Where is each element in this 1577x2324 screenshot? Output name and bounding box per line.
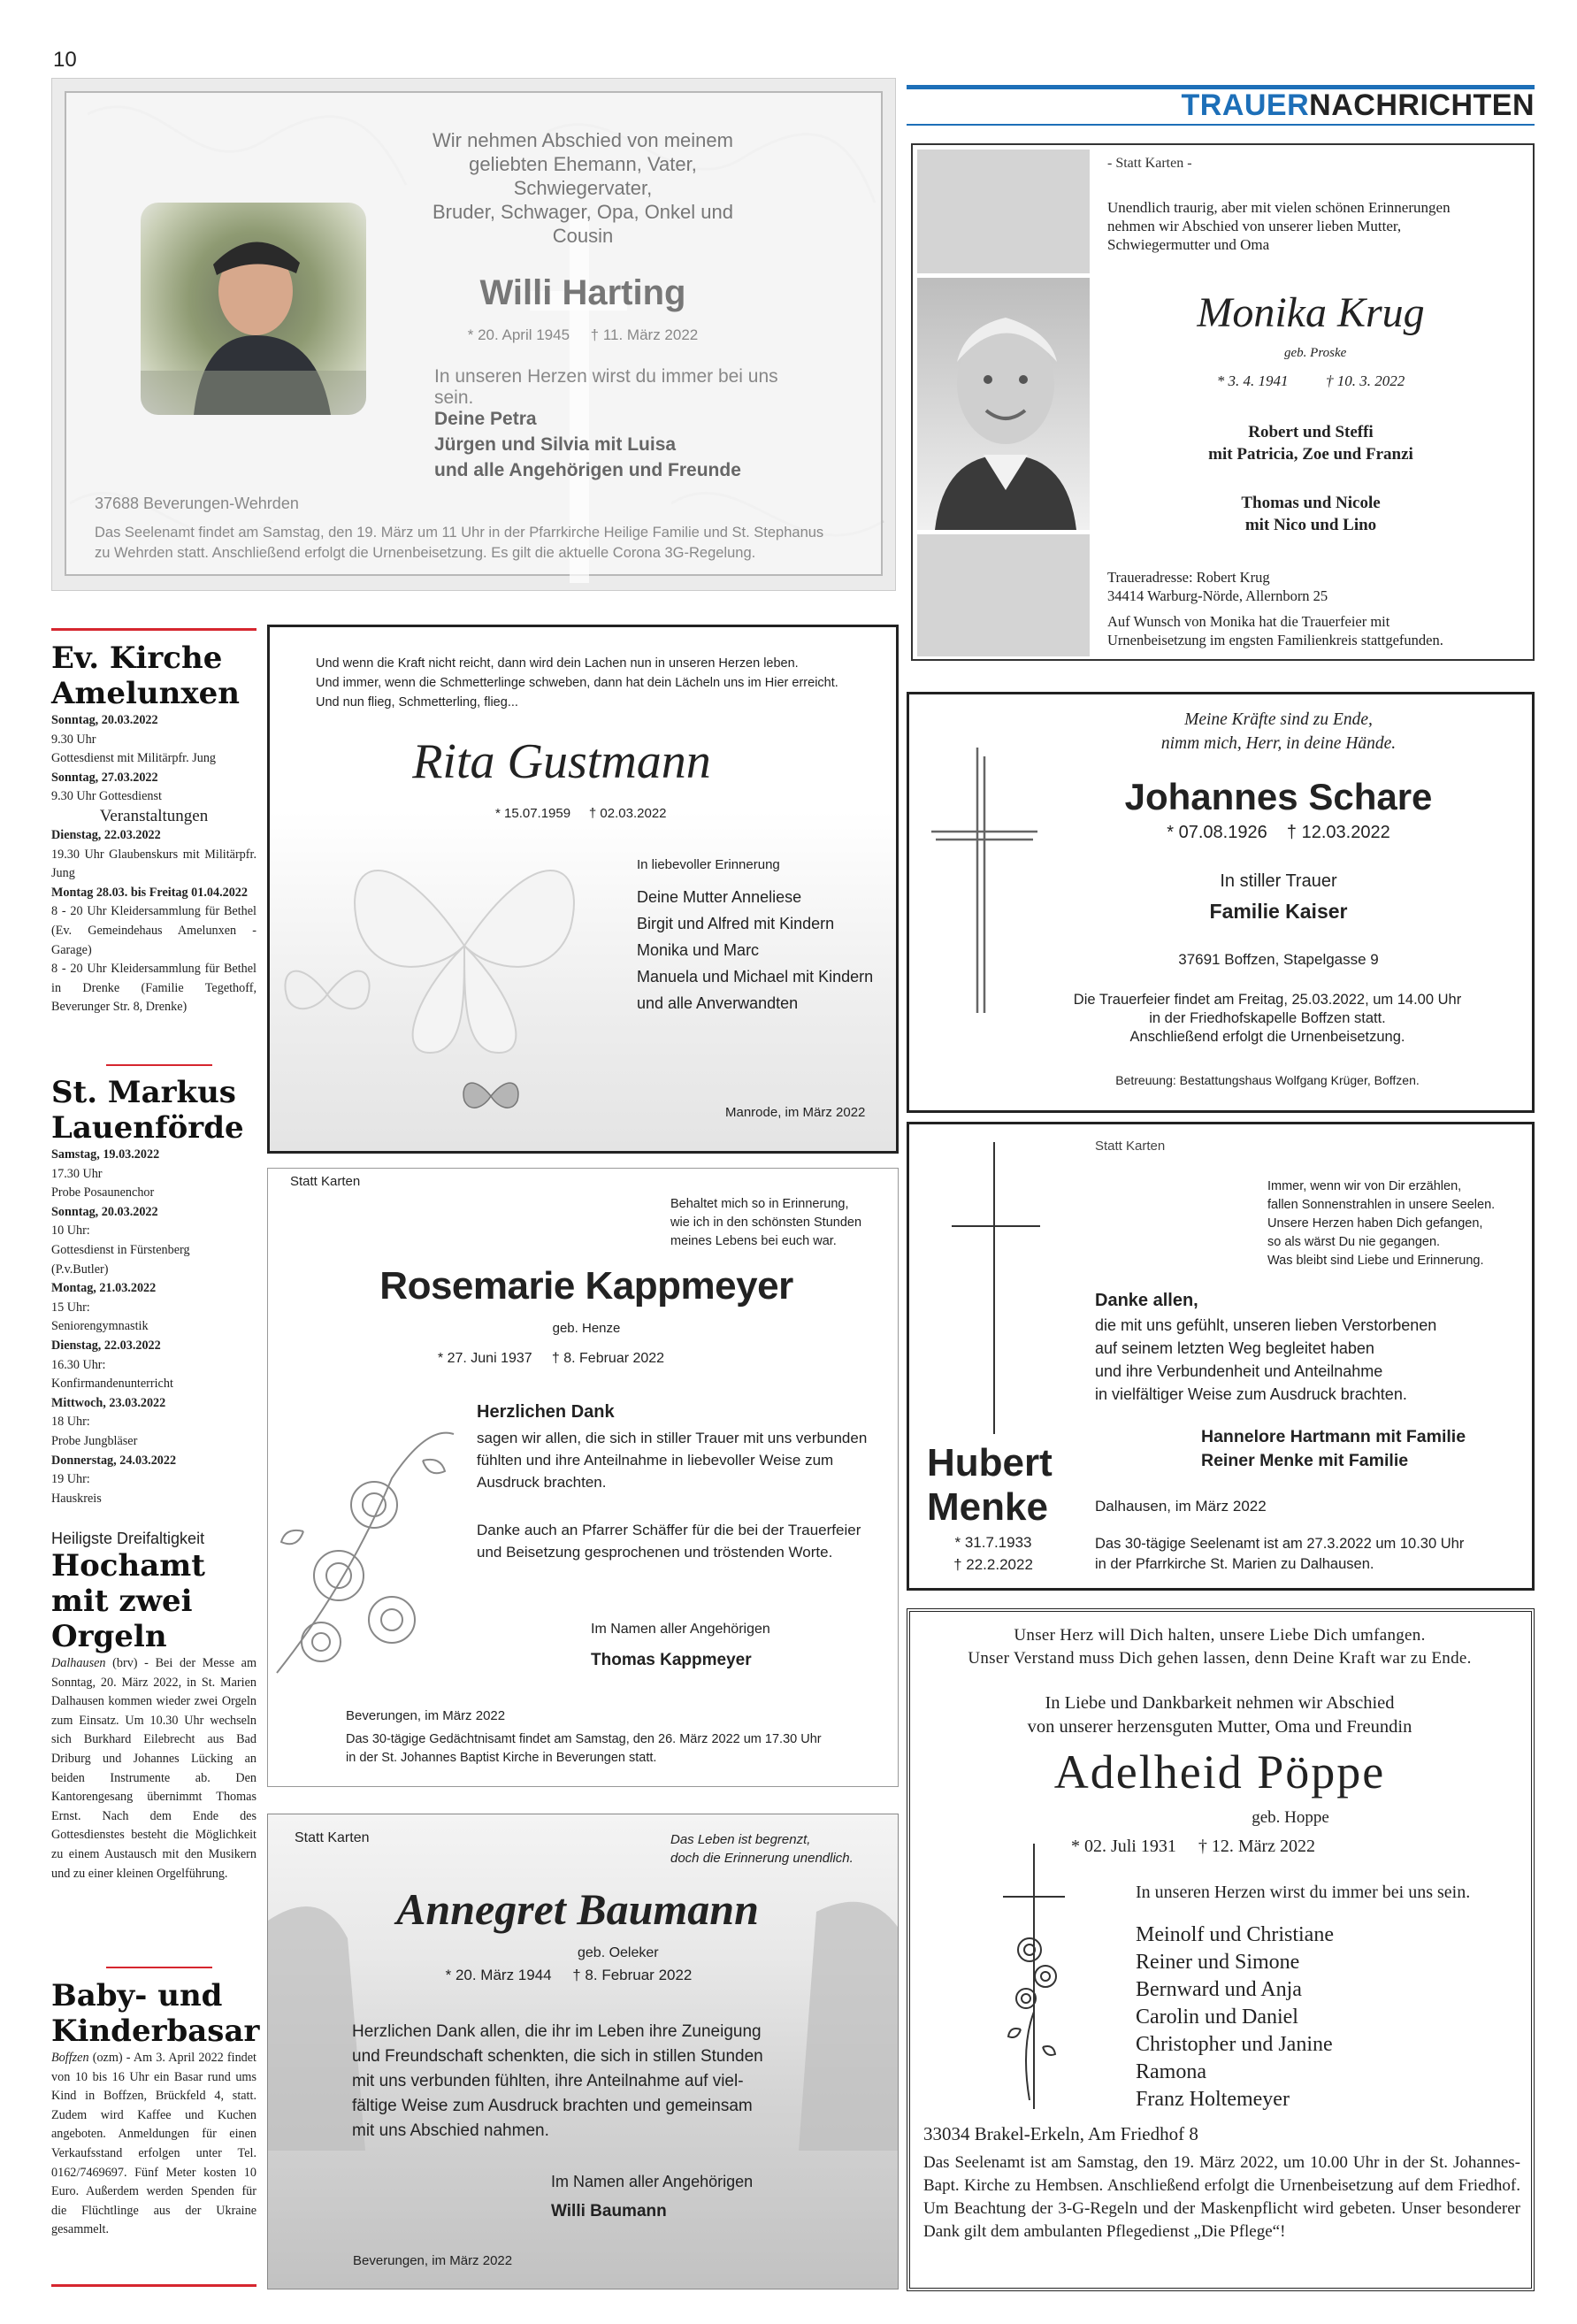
thanks-line: die mit uns gefühlt, unseren lieben Verstorbenen [1095, 1316, 1437, 1334]
notice-line: Das Seelenamt findet am Samstag, den 19. März um 11 Uhr in der Pfarrkirche Heilige Familie und St. Stephanus [95, 525, 824, 541]
portrait-photo [141, 203, 366, 415]
death-date: † 22.2.2022 [953, 1556, 1033, 1573]
obituary-menke [907, 1122, 1535, 1591]
red-rule [51, 628, 256, 631]
schedule-line: 18 Uhr: [51, 1415, 90, 1430]
intro-line: Wir nehmen Abschied von meinem [433, 129, 733, 151]
intro-line: von unserer herzensguten Mutter, Oma und Freundin [1027, 1717, 1412, 1737]
thanks-line: und Beisetzung gesprochenen und tröstenden Worte. [477, 1544, 833, 1561]
subheading: Veranstaltungen [99, 806, 209, 825]
deceased-last-name: Menke [927, 1485, 1048, 1529]
schedule-line: Probe Posaunenchor [51, 1185, 155, 1200]
place-date: Beverungen, im März 2022 [346, 1708, 506, 1723]
lead-word: Dalhausen [51, 1656, 106, 1670]
article-title: Baby- und Kinderbasar [51, 1978, 260, 2049]
deceased-name: Monika Krug [1197, 289, 1425, 336]
statt-karten: - Statt Karten - [1107, 156, 1192, 171]
family-line: Birgit und Alfred mit Kindern [637, 915, 835, 932]
thanks-line: Danke auch an Pfarrer Schäffer für die bei der Trauerfeier [477, 1522, 861, 1538]
thanks-line: fältige Weise zum Ausdruck brachten und gemeinsam [352, 2097, 753, 2115]
cross-icon [931, 748, 1037, 1013]
deceased-name: Adelheid Pöppe [1053, 1745, 1386, 1799]
red-rule [51, 2284, 256, 2287]
motto-line: nimm mich, Herr, in deine Hände. [1160, 734, 1397, 753]
schedule-date: Mittwoch, 23.03.2022 [51, 1395, 166, 1410]
schedule-line: 8 - 20 Uhr Kleidersammlung für Bethel in Drenke (Familie Tegethoff, Beverunger Str. 8, Drenke) [51, 962, 256, 1015]
life-dates: * 02. Juli 1931 † 12. März 2022 [1070, 1837, 1316, 1856]
life-dates: * 20. März 1944 † 8. Februar 2022 [445, 1967, 693, 1983]
red-rule [106, 1967, 212, 1968]
article-body: (brv) - Bei der Messe am Sonntag, 20. März 2022, in St. Marien Dalhausen kommen wieder zwei Orgeln zum Einsatz. Um 10.30 Uhr wechseln sich Burkhard Eilebrecht aus Bad Driburg und Johannes Lücking an beiden Instrumente ab. Den Kantorengesang übernimmt Thomas Ernst. Nach dem Ende des Gottesdienstes besteht die Möglichkeit zu einem Austausch mit den Musikern und zu einer kleinen Orgelführung. [51, 1656, 256, 1881]
thanks-line: fühlten und ihre Anteilnahme in liebevoller Weise zum [477, 1452, 834, 1469]
family-line: mit Nico und Lino [1244, 516, 1377, 534]
deceased-first-name: Hubert [927, 1441, 1053, 1484]
obituary-gustmann [267, 625, 899, 1154]
address-line: Traueradresse: Robert Krug [1107, 569, 1270, 586]
statt-karten: Statt Karten [1095, 1139, 1166, 1154]
page-number: 10 [53, 48, 77, 72]
notice: Das Seelenamt ist am Samstag, den 19. März 2022, um 10.00 Uhr in der St. Johannes-Bapt. Kirche zu Hembsen. Anschließend erfolgt die Urnenbeisetzung auf dem Friedhof. Um Beachtung der 3-G-Regeln und der Maskenpflicht wird gebeten. Unser besonderer Dank gilt dem ambulanten Pflegedienst „Die Pflege“! [923, 2153, 1520, 2241]
poem-line: so als wärst Du nie gegangen. [1267, 1235, 1441, 1249]
birth-date: * 31.7.1933 [954, 1534, 1032, 1551]
obituary-poeppe [907, 1608, 1535, 2291]
family-line: Carolin und Daniel [1136, 2006, 1298, 2029]
motto-line: Unser Herz will Dich halten, unsere Liebe Dich umfangen. [1014, 1626, 1426, 1645]
deceased-name: Willi Harting [479, 273, 686, 312]
family-line: Deine Mutter Anneliese [637, 888, 802, 906]
thanks-line: auf seinem letzten Weg begleitet haben [1095, 1339, 1374, 1357]
thanks-heading: Danke allen, [1095, 1291, 1198, 1310]
life-dates: * 3. 4. 1941 † 10. 3. 2022 [1216, 372, 1405, 389]
schedule-line: 15 Uhr: [51, 1300, 90, 1315]
butterfly-icon [279, 946, 376, 1043]
subheading: In stiller Trauer [1220, 871, 1337, 891]
notice-line: in der Pfarrkirche St. Marien zu Dalhausen. [1095, 1556, 1374, 1572]
schedule-date: Sonntag, 20.03.2022 [51, 713, 158, 727]
schedule-date: Sonntag, 20.03.2022 [51, 1204, 158, 1219]
deceased-name: Rosemarie Kappmeyer [379, 1264, 793, 1308]
schedule-line: Konfirmandenunterricht [51, 1377, 173, 1392]
obituary-baumann [267, 1814, 899, 2289]
thanks-line: und Freundschaft schenkten, die sich in stillen Stunden [352, 2047, 763, 2066]
section-header [907, 88, 1535, 124]
thanks-line: Ausdruck brachten. [477, 1474, 607, 1491]
thanks-heading: Herzlichen Dank [477, 1402, 615, 1422]
schedule-line: 9.30 Uhr Gottesdienst [51, 789, 162, 804]
thanks-line: sagen wir allen, die sich in stiller Trauer mit uns verbunden [477, 1430, 868, 1446]
family-line: Christopher und Janine [1136, 2033, 1333, 2056]
schedule-line: Probe Jungbläser [51, 1433, 138, 1448]
birth-name: geb. Henze [552, 1321, 621, 1336]
header-part2: NACHRICHTEN [1309, 88, 1535, 122]
header-rule [907, 124, 1535, 126]
subheading: In liebevoller Erinnerung [637, 857, 780, 872]
notice-line: Die Trauerfeier findet am Freitag, 25.03.2022, um 14.00 Uhr [1073, 992, 1462, 1008]
family-line: mit Patricia, Zoe und Franzi [1208, 445, 1413, 464]
family-line: und alle Anverwandten [637, 994, 799, 1012]
lead-word: Boffzen [51, 2051, 89, 2065]
notice-line: Das 30-tägige Seelenamt ist am 27.3.2022 um 10.30 Uhr [1095, 1536, 1465, 1552]
intro-line: Schwiegermutter und Oma [1107, 236, 1270, 253]
intro-line: In Liebe und Dankbarkeit nehmen wir Abschied [1045, 1693, 1395, 1713]
obituary-krug [911, 143, 1535, 661]
motto-line: Unser Verstand muss Dich gehen lassen, denn Deine Kraft war zu Ende. [968, 1649, 1472, 1668]
schedule-date: Sonntag, 27.03.2022 [51, 770, 158, 785]
kicker: Heiligste Dreifaltigkeit [51, 1530, 205, 1547]
address: 37688 Beverungen-Wehrden [95, 495, 299, 512]
schedule-line: Hauskreis [51, 1491, 102, 1506]
poem-line: Was bleibt sind Liebe und Erinnerung. [1267, 1254, 1484, 1268]
schedule-date: Montag 28.03. bis Freitag 01.04.2022 [51, 885, 248, 900]
poem-line: Unsere Herzen haben Dich gefangen, [1267, 1216, 1483, 1231]
motto: In unseren Herzen wirst du immer bei uns sein. [1136, 1883, 1471, 1902]
thanks-line: mit uns Abschied nahmen. [352, 2121, 549, 2140]
family-line: Bernward und Anja [1136, 1978, 1302, 2001]
family-line: Manuela und Michael mit Kindern [637, 968, 874, 986]
intro-line: geliebten Ehemann, Vater, Schwiegervater, [469, 153, 697, 199]
notice-line: Anschließend erfolgt die Urnenbeisetzung. [1129, 1029, 1405, 1045]
family-line: Monika und Marc [637, 941, 760, 959]
schedule-date: Dienstag, 22.03.2022 [51, 827, 161, 842]
article-hochamt [51, 1529, 256, 1883]
deceased-name: Annegret Baumann [396, 1884, 759, 1934]
schedule-line: 19.30 Uhr Glaubenskurs mit Militärpfr. Jung [51, 847, 256, 881]
poem-line: Immer, wenn wir von Dir erzählen, [1267, 1179, 1462, 1193]
family-line: Franz Holtemeyer [1136, 2088, 1290, 2111]
schedule-line: Gottesdienst in Fürstenberg [51, 1242, 190, 1257]
poem-line: wie ich in den schönsten Stunden [670, 1216, 862, 1230]
schedule-line: 8 - 20 Uhr Kleidersammlung für Bethel (Ev. Gemeindehaus Amelunxen - Garage) [51, 904, 256, 957]
schedule-list [51, 1146, 256, 1508]
red-rule [106, 1064, 212, 1066]
obituary-harting [51, 78, 896, 591]
family: Familie Kaiser [1209, 900, 1348, 923]
address: 33034 Brakel-Erkeln, Am Friedhof 8 [923, 2123, 1198, 2144]
intro-line: Unendlich traurig, aber mit vielen schönen Erinnerungen [1107, 199, 1451, 216]
poem-line: Und wenn die Kraft nicht reicht, dann wird dein Lachen nun in unseren Herzen leben. [316, 656, 799, 671]
poem-line: Behaltet mich so in Erinnerung, [670, 1197, 849, 1211]
birth-name: geb. Oeleker [578, 1945, 659, 1960]
schedule-line: 19 Uhr: [51, 1472, 90, 1487]
article-title: St. Markus Lauenförde [51, 1075, 244, 1146]
family-line: Ramona [1136, 2060, 1206, 2083]
article-title: Hochamt mit zwei Orgeln [51, 1548, 205, 1654]
schedule-line: 9.30 Uhr [51, 732, 96, 747]
article-body: (ozm) - Am 3. April 2022 findet von 10 bis 16 Uhr ein Basar rund ums Kind in Boffzen, Brückfeld 4, statt. Zudem wird Kaffee und Kuchen angeboten. Anmeldungen für einen Verkaufsstand erfolgen unter Tel. 0162/7469697. Fünf Meter kosten 10 Euro. Außerdem werden Spenden für die Flüchtlinge aus der Ukraine gesammelt. [51, 2051, 256, 2237]
place-date: Dalhausen, im März 2022 [1095, 1498, 1267, 1515]
address: 37691 Boffzen, Stapelgasse 9 [1178, 951, 1379, 968]
notice-line: in der St. Johannes Baptist Kirche in Beverungen statt. [346, 1751, 657, 1765]
statt-karten: Statt Karten [295, 1830, 370, 1845]
birth-name: geb. Proske [1284, 346, 1347, 360]
family-line: Thomas und Nicole [1241, 494, 1381, 512]
family-line: Robert und Steffi [1248, 423, 1374, 441]
schedule-line: 17.30 Uhr [51, 1166, 103, 1181]
motto-line: Meine Kräfte sind zu Ende, [1184, 710, 1373, 729]
schedule-date: Montag, 21.03.2022 [51, 1281, 157, 1296]
notice-line: Auf Wunsch von Monika hat die Trauerfeier mit [1107, 613, 1390, 630]
notice-line: zu Wehrden statt. Anschließend erfolgt die Urnenbeisetzung. Es gilt die aktuelle Corona 3G-Regelung. [95, 545, 756, 561]
statt-karten: Statt Karten [290, 1174, 361, 1189]
intro-line: nehmen wir Abschied von unserer lieben Mutter, [1107, 218, 1402, 234]
deceased-name: Johannes Schare [1124, 776, 1433, 817]
article-title: Ev. Kirche Amelunxen [51, 640, 240, 711]
signature-intro: Im Namen aller Angehörigen [551, 2173, 754, 2190]
schedule-list [51, 826, 256, 1017]
birth-name: geb. Hoppe [1252, 1808, 1329, 1827]
signature-name: Thomas Kappmeyer [591, 1651, 752, 1669]
obituary-schare [907, 692, 1535, 1113]
schedule-line: Seniorengymnastik [51, 1319, 149, 1334]
deceased-name: Rita Gustmann [412, 734, 711, 789]
thanks-line: mit uns verbunden fühlten, ihre Anteilnahme auf viel- [352, 2072, 744, 2090]
family-line: Reiner und Simone [1136, 1951, 1300, 1974]
family-line: Deine Petra [434, 409, 537, 429]
family-line: Jürgen und Silvia mit Luisa [434, 434, 677, 455]
rose-branch-icon [268, 1407, 480, 1691]
portrait-photo [917, 278, 1090, 530]
schedule-date: Samstag, 19.03.2022 [51, 1147, 160, 1162]
poem-line: Und immer, wenn die Schmetterlinge schweben, dann hat dein Lächeln uns im Hier erreicht. [316, 676, 838, 690]
schedule-line: Gottesdienst mit Militärpfr. Jung [51, 751, 217, 766]
poem-line: fallen Sonnenstrahlen in unsere Seelen. [1267, 1198, 1496, 1212]
schedule-line: 16.30 Uhr: [51, 1357, 106, 1372]
family-line: Reiner Menke mit Familie [1201, 1451, 1409, 1470]
family-line: Meinolf und Christiane [1136, 1923, 1334, 1946]
life-dates: * 15.07.1959 † 02.03.2022 [495, 806, 667, 821]
thanks-line: und ihre Verbundenheit und Anteilnahme [1095, 1362, 1383, 1380]
motto: In unseren Herzen wirst du immer bei uns sein. [434, 366, 778, 408]
notice-line: in der Friedhofskapelle Boffzen statt. [1149, 1010, 1386, 1026]
article-basar [51, 1978, 260, 2240]
family-line: und alle Angehörigen und Freunde [434, 460, 741, 480]
thanks-line: in vielfältiger Weise zum Ausdruck brachten. [1095, 1385, 1407, 1403]
address-line: 34414 Warburg-Nörde, Allernborn 25 [1107, 587, 1328, 604]
article-ev-kirche [51, 640, 256, 1017]
schedule-date: Dienstag, 22.03.2022 [51, 1338, 161, 1353]
schedule-list [51, 711, 256, 807]
life-dates: * 07.08.1926 † 12.03.2022 [1167, 823, 1390, 842]
life-dates: * 20. April 1945 † 11. März 2022 [467, 326, 699, 343]
poem-line: doch die Erinnerung unendlich. [670, 1851, 854, 1866]
life-dates: * 27. Juni 1937 † 8. Februar 2022 [437, 1351, 665, 1366]
signature-intro: Im Namen aller Angehörigen [591, 1622, 770, 1637]
article-st-markus [51, 1075, 256, 1508]
signature-name: Willi Baumann [551, 2202, 667, 2220]
poem-line: meines Lebens bei euch war. [670, 1234, 837, 1248]
poem-line: Und nun flieg, Schmetterling, flieg... [316, 695, 518, 709]
cross-rose-icon [994, 1844, 1074, 2118]
schedule-line: (P.v.Butler) [51, 1262, 109, 1277]
cross-icon [952, 1142, 1040, 1434]
butterfly-icon [460, 1070, 522, 1123]
care-note: Betreuung: Bestattungshaus Wolfgang Krüger, Boffzen. [1115, 1073, 1420, 1087]
notice-line: Das 30-tägige Gedächtnisamt findet am Samstag, den 26. März 2022 um 17.30 Uhr [346, 1732, 822, 1746]
obituary-kappmeyer [267, 1168, 899, 1787]
family-line: Hannelore Hartmann mit Familie [1201, 1427, 1466, 1446]
intro-line: Bruder, Schwager, Opa, Onkel und Cousin [433, 201, 733, 247]
place-date: Manrode, im März 2022 [725, 1105, 866, 1120]
schedule-line: 10 Uhr: [51, 1223, 90, 1239]
schedule-date: Donnerstag, 24.03.2022 [51, 1453, 177, 1468]
place-date: Beverungen, im März 2022 [353, 2253, 513, 2268]
header-part1: TRAUER [1181, 88, 1310, 122]
notice-line: Urnenbeisetzung im engsten Familienkreis stattgefunden. [1107, 632, 1443, 648]
poem-line: Das Leben ist begrenzt, [670, 1832, 811, 1847]
thanks-line: Herzlichen Dank allen, die ihr im Leben ihre Zuneigung [352, 2022, 762, 2041]
